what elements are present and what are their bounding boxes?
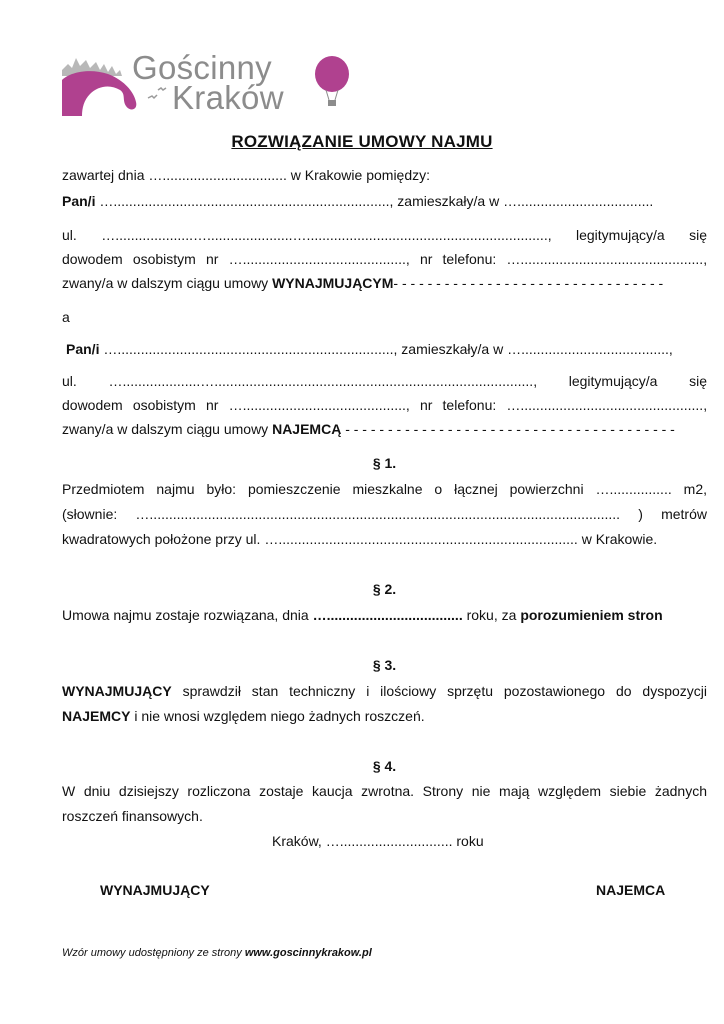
landlord-term: WYNAJMUJĄCY (62, 683, 172, 699)
party2-line1 (66, 340, 711, 358)
word: się (689, 227, 707, 243)
tenant-term: NAJEMCY (62, 708, 131, 724)
word: ul. (62, 227, 77, 243)
logo-text-line2: Kraków (172, 79, 284, 116)
party2-line2 (62, 372, 707, 390)
section3-line2 (62, 707, 707, 725)
footer-link[interactable]: www.goscinnykrakow.pl (244, 947, 372, 959)
termination-date-blank: …................................... (312, 607, 463, 623)
role-text: zwany/a w dalszym ciągu umowy (62, 275, 273, 291)
word: telefonu: (442, 397, 497, 413)
and-word: a (62, 309, 70, 325)
id-blank: ….........................................., (228, 397, 410, 413)
dash-filler: - - - - - - - - - - - - - - - - - - - - - - - - - - - - - - - - - - - - - - - (341, 421, 675, 437)
section1-line1: Przedmiotem najmu było: pomieszczenie mieszkalne o łącznej powierzchni …................ m2, (62, 481, 707, 497)
word: nr (205, 397, 219, 413)
street-blank: …....................…......................….............................................................., (101, 227, 552, 243)
section3-text1: sprawdził stan techniczny i ilościowy sprzętu pozostawionego do dyspozycji (171, 683, 707, 699)
role-name: NAJEMCĄ (272, 421, 342, 437)
party1-name-address: …......................................................................., zamieszkały/a w …................................... (95, 193, 654, 209)
place-date: Kraków, …............................. roku (272, 833, 484, 849)
party2-name-address: …......................................................................., zamieszkały/a w …......................................, (99, 341, 673, 357)
phone-blank: …..............................................., (506, 251, 707, 267)
section3-text2: i nie wnosi względem niego żadnych roszczeń. (130, 708, 425, 724)
phone-blank: …..............................................., (506, 397, 707, 413)
section2-text: Umowa najmu zostaje rozwiązana, dnia (62, 607, 313, 623)
role-name: WYNAJMUJĄCYM (272, 275, 394, 291)
section1-heading: § 1. (372, 455, 397, 471)
intro-line: zawartej dnia …................................ w Krakowie pomiędzy: (62, 167, 431, 183)
party2-line4 (62, 420, 707, 438)
street-blank: …....................….................................................................................., (108, 373, 538, 389)
party2-line3 (62, 396, 707, 414)
section4-line1: W dniu dzisiejszy rozliczona zostaje kaucja zwrotna. Strony nie mają względem siebie żadnych (62, 783, 707, 799)
word: nr (205, 251, 219, 267)
word: osobistym (132, 251, 196, 267)
section1-line3: kwadratowych położone przy ul. …............................................................................. w Krakowie. (62, 531, 658, 547)
party1-line1 (62, 192, 707, 210)
party1-line3 (62, 250, 707, 268)
document-title: ROZWIĄZANIE UMOWY NAJMU (231, 132, 493, 151)
signature-tenant: NAJEMCA (596, 882, 666, 898)
word: telefonu: (442, 251, 497, 267)
section4-line2: roszczeń finansowych. (62, 808, 203, 824)
role-text: zwany/a w dalszym ciągu umowy (62, 421, 273, 437)
section3-line1 (62, 682, 707, 700)
word: ul. (62, 373, 77, 389)
footer-text: Wzór umowy udostępniony ze strony (62, 947, 245, 959)
footer-note (62, 947, 372, 959)
section2-line (62, 606, 707, 624)
signature-landlord: WYNAJMUJĄCY (100, 882, 210, 898)
word: nr (419, 397, 433, 413)
party1-line4 (62, 274, 707, 292)
party1-line2 (62, 226, 707, 244)
word: dowodem (62, 397, 123, 413)
section2-text2: roku, za (462, 607, 521, 623)
logo (60, 50, 360, 120)
section1-line2: (słownie: …......................................................................................................................... ) metrów (62, 506, 707, 522)
word: legitymujący/a (568, 373, 658, 389)
dash-filler: - - - - - - - - - - - - - - - - - - - - - - - - - - - - - - - - (393, 275, 664, 291)
word: nr (419, 251, 433, 267)
section4-heading: § 4. (372, 758, 397, 774)
id-blank: ….........................................., (228, 251, 410, 267)
word: się (689, 373, 707, 389)
party2-label: Pan/i (66, 341, 100, 357)
logo-text-line1: Gościnny (132, 49, 272, 86)
word: osobistym (132, 397, 196, 413)
word: dowodem (62, 251, 123, 267)
section2-heading: § 2. (372, 581, 397, 597)
termination-mode: porozumieniem stron (520, 607, 663, 623)
party1-label: Pan/i (62, 193, 96, 209)
section3-heading: § 3. (372, 657, 397, 673)
word: legitymujący/a (576, 227, 665, 243)
